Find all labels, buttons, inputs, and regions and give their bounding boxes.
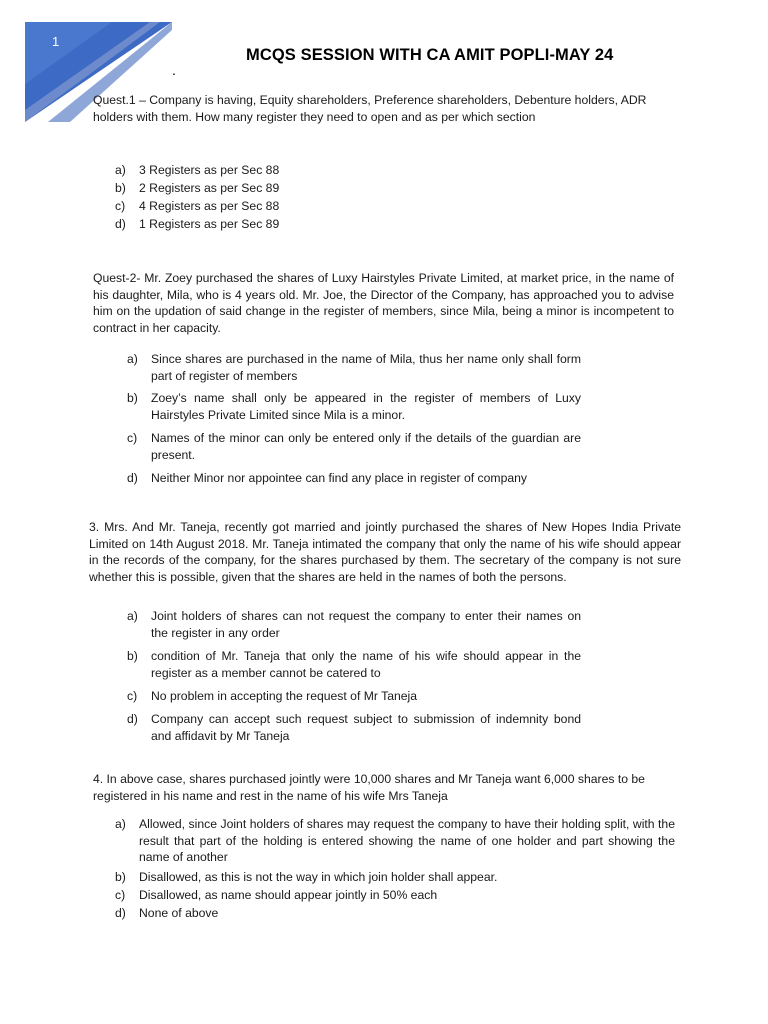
question-4-option-a <box>115 816 675 866</box>
option-label: b) <box>115 870 126 884</box>
question-1-option-d <box>115 216 415 233</box>
option-text: Disallowed, as name should appear jointly in 50% each <box>139 888 438 902</box>
question-4-option-c <box>115 887 675 904</box>
option-label: d) <box>127 471 138 485</box>
option-text: Joint holders of shares can not request the company to enter their names on the register in any order <box>151 609 581 640</box>
option-text: 3 Registers as per Sec 88 <box>139 163 280 177</box>
option-text: None of above <box>139 906 219 920</box>
question-3-option-c <box>127 688 581 705</box>
option-text: 2 Registers as per Sec 89 <box>139 181 280 195</box>
option-label: c) <box>115 888 126 902</box>
option-text: Names of the minor can only be entered only if the details of the guardian are present. <box>151 431 581 462</box>
option-text: Allowed, since Joint holders of shares may request the company to have their holding split, with the result that part of the holding is entered showing the name of one holder and part showing the name of another <box>139 817 675 864</box>
option-label: b) <box>115 181 126 195</box>
question-2-option-c <box>127 430 581 463</box>
option-text: Company can accept such request subject to submission of indemnity bond and affidavit by Mr Taneja <box>151 712 581 743</box>
question-3-option-a <box>127 608 581 641</box>
option-label: c) <box>115 199 126 213</box>
option-text: 1 Registers as per Sec 89 <box>139 217 280 231</box>
question-3-option-d <box>127 711 581 744</box>
option-label: a) <box>127 352 138 366</box>
question-4-option-b <box>115 869 675 886</box>
option-label: a) <box>115 163 126 177</box>
page-number: 1 <box>52 34 60 49</box>
question-4-text: 4. In above case, shares purchased jointly were 10,000 shares and Mr Taneja want 6,000 shares to be registered in his name and rest in the name of his wife Mrs Taneja <box>93 772 645 803</box>
option-label: d) <box>115 906 126 920</box>
question-1-text: Quest.1 – Company is having, Equity shareholders, Preference shareholders, Debenture holders, ADR holders with them. How many register they need to open and as per which section <box>93 93 647 124</box>
option-text: Zoey’s name shall only be appeared in the register of members of Luxy Hairstyles Private Limited since Mila is a minor. <box>151 391 581 422</box>
option-label: b) <box>127 391 138 405</box>
question-3-text: 3. Mrs. And Mr. Taneja, recently got married and jointly purchased the shares of New Hopes India Private Limited on 14th August 2018. Mr. Taneja intimated the company that only the name of his wife should appear in the records of the company, for the shares purchased by them. The secretary of the company is not sure whether this is possible, given that the shares are held in the names of both the persons. <box>89 520 681 584</box>
option-text: 4 Registers as per Sec 88 <box>139 199 280 213</box>
question-3-option-b <box>127 648 581 681</box>
question-4-option-d <box>115 905 675 922</box>
option-text: Since shares are purchased in the name of Mila, thus her name only shall form part of register of members <box>151 352 581 383</box>
option-label: c) <box>127 689 138 703</box>
question-2-text: Quest-2- Mr. Zoey purchased the shares of Luxy Hairstyles Private Limited, at market price, in the name of his daughter, Mila, who is 4 years old. Mr. Joe, the Director of the Company, has approached you to advise him on the updation of said change in the register of members, since Mila, being a minor is incompetent to contract in her capacity. <box>93 271 674 335</box>
option-text: No problem in accepting the request of Mr Taneja <box>151 689 418 703</box>
title-dot: . <box>172 62 176 78</box>
option-label: c) <box>127 431 138 445</box>
question-2-option-b <box>127 390 581 423</box>
option-text: condition of Mr. Taneja that only the name of his wife should appear in the register as a member cannot be catered to <box>151 649 581 680</box>
option-label: d) <box>115 217 126 231</box>
question-1-option-a <box>115 162 415 179</box>
question-1-option-c <box>115 198 415 215</box>
question-2-option-d <box>127 470 581 487</box>
option-label: b) <box>127 649 138 663</box>
option-text: Disallowed, as this is not the way in which join holder shall appear. <box>139 870 498 884</box>
page-title: MCQS SESSION WITH CA AMIT POPLI-MAY 24 <box>246 46 614 64</box>
question-1-option-b <box>115 180 415 197</box>
option-label: a) <box>127 609 138 623</box>
question-2-option-a <box>127 351 581 384</box>
option-label: d) <box>127 712 138 726</box>
option-text: Neither Minor nor appointee can find any place in register of company <box>151 471 527 485</box>
option-label: a) <box>115 817 126 831</box>
